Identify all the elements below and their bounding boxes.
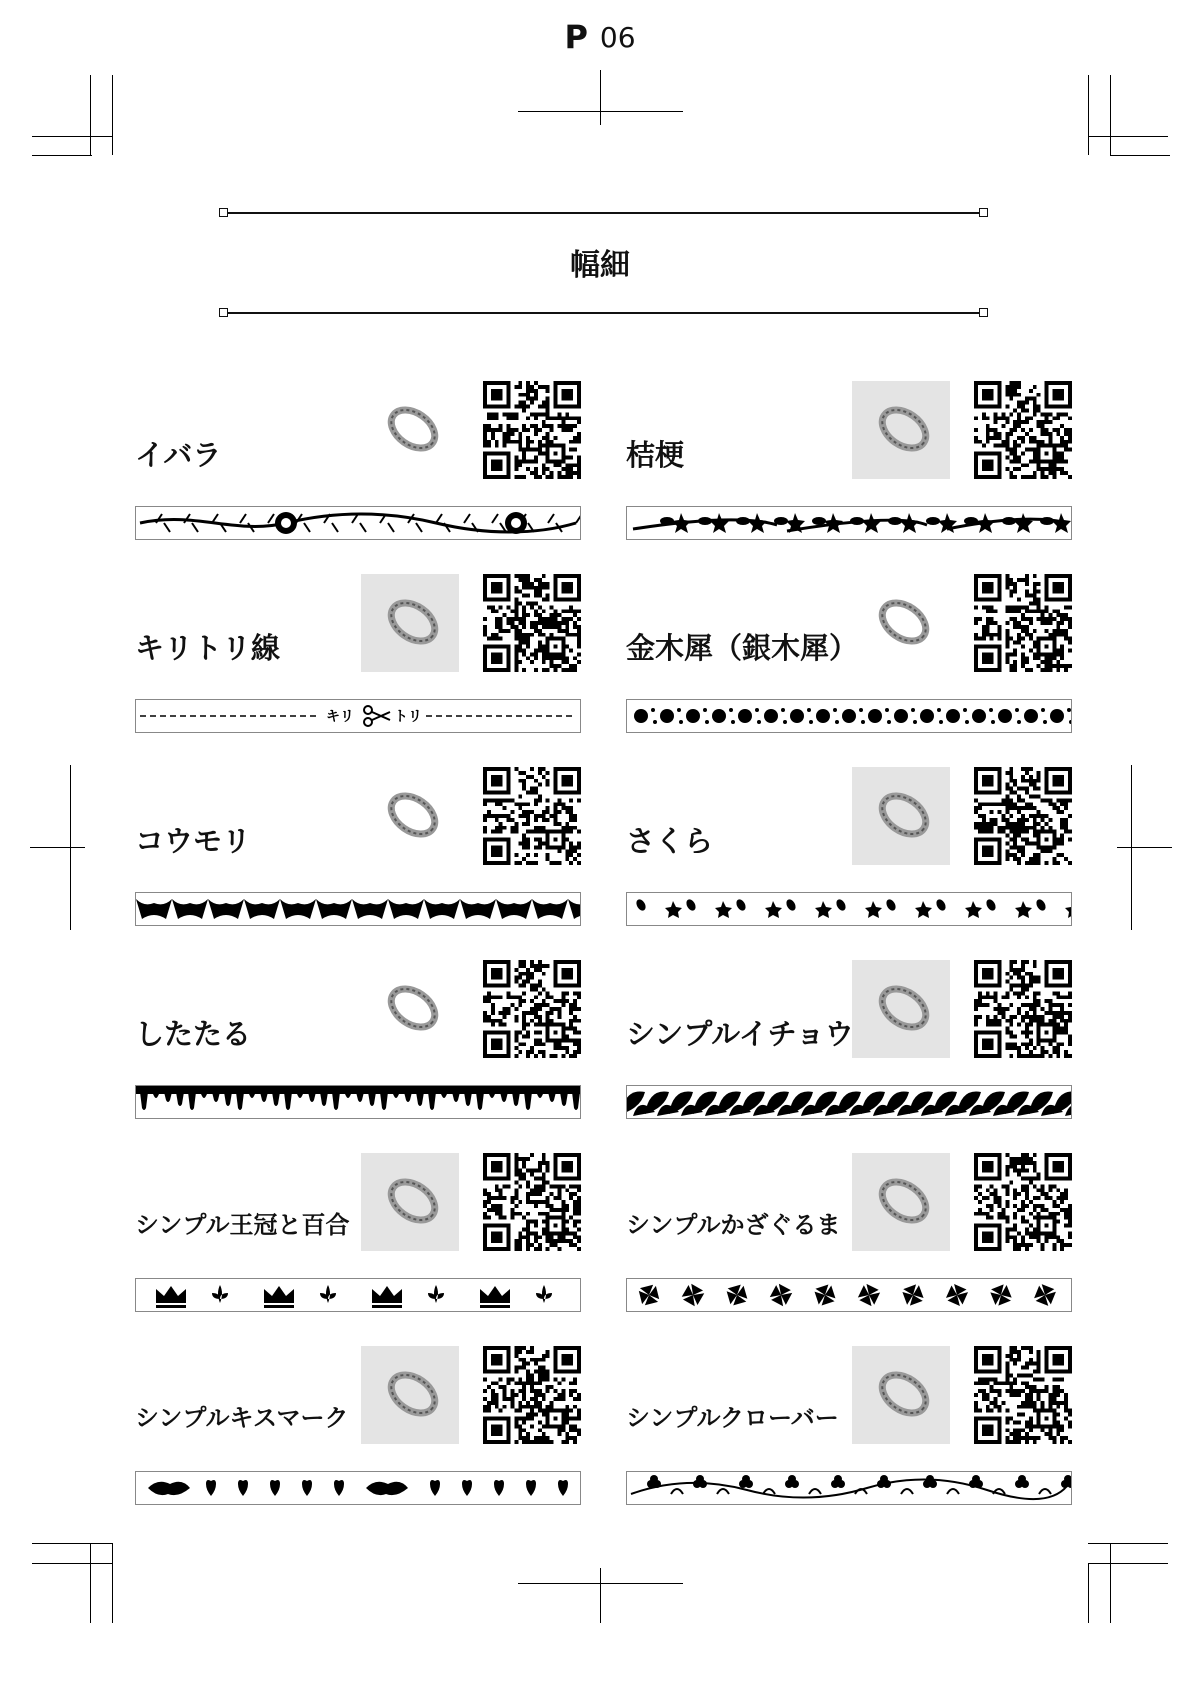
product-item bbox=[135, 381, 581, 551]
crop-mark bbox=[112, 75, 113, 155]
crop-mark bbox=[1088, 1563, 1168, 1564]
pattern-band bbox=[135, 506, 581, 540]
crop-mark bbox=[1088, 1563, 1089, 1623]
crop-mark bbox=[32, 1543, 112, 1544]
ring-photo bbox=[361, 1153, 459, 1251]
ring-photo bbox=[361, 574, 459, 672]
crop-mark bbox=[90, 75, 91, 155]
product-item bbox=[135, 767, 581, 937]
qr-code-icon[interactable] bbox=[483, 574, 581, 672]
crop-mark bbox=[600, 1568, 601, 1623]
product-name: キリトリ線 bbox=[135, 631, 281, 665]
svg-text:キリ: キリ bbox=[326, 709, 354, 725]
crop-mark bbox=[1110, 1543, 1111, 1623]
ring-photo bbox=[361, 1346, 459, 1444]
product-name: シンプルイチョウ bbox=[626, 1017, 854, 1051]
qr-code-icon[interactable] bbox=[974, 574, 1072, 672]
product-name: シンプルかざぐるま bbox=[626, 1210, 841, 1239]
page-number-value: 06 bbox=[599, 20, 636, 54]
crop-mark bbox=[30, 847, 85, 848]
crop-mark bbox=[600, 70, 601, 125]
svg-text:トリ: トリ bbox=[394, 709, 422, 725]
pattern-band bbox=[135, 1471, 581, 1505]
pattern-band bbox=[626, 506, 1072, 540]
crop-mark bbox=[1110, 155, 1170, 156]
crop-mark bbox=[1117, 847, 1172, 848]
crop-mark bbox=[518, 1583, 683, 1584]
pattern-band bbox=[135, 1085, 581, 1119]
product-name: コウモリ bbox=[135, 824, 252, 858]
qr-code-icon[interactable] bbox=[483, 1346, 581, 1444]
crop-mark bbox=[518, 111, 683, 112]
crop-mark bbox=[32, 155, 92, 156]
product-item bbox=[626, 1153, 1072, 1323]
product-item bbox=[626, 574, 1072, 744]
product-item bbox=[626, 960, 1072, 1130]
qr-code-icon[interactable] bbox=[483, 960, 581, 1058]
crop-mark bbox=[32, 136, 112, 137]
product-item bbox=[626, 381, 1072, 551]
crop-mark bbox=[112, 1543, 113, 1623]
pattern-band bbox=[626, 1471, 1072, 1505]
pattern-band bbox=[626, 699, 1072, 733]
ring-photo bbox=[852, 960, 950, 1058]
product-item bbox=[135, 574, 581, 744]
ring-photo bbox=[852, 1346, 950, 1444]
ring-photo bbox=[361, 767, 459, 865]
product-name: シンプルクローバー bbox=[626, 1403, 839, 1432]
crop-mark bbox=[1110, 75, 1111, 155]
title-rule-bottom bbox=[225, 312, 982, 314]
pattern-band bbox=[626, 1278, 1072, 1312]
ring-photo bbox=[852, 1153, 950, 1251]
ring-photo bbox=[852, 381, 950, 479]
crop-mark bbox=[32, 1563, 112, 1564]
page-label: P bbox=[564, 18, 588, 56]
product-item bbox=[626, 767, 1072, 937]
product-item bbox=[135, 1153, 581, 1323]
title-rule-top bbox=[225, 212, 982, 214]
product-name: さくら bbox=[626, 824, 714, 858]
product-item bbox=[135, 1346, 581, 1516]
product-name: したたる bbox=[135, 1017, 252, 1051]
page-number bbox=[0, 18, 1200, 56]
product-name: シンプル王冠と百合 bbox=[135, 1210, 350, 1239]
crop-mark bbox=[1088, 1543, 1168, 1544]
crop-mark bbox=[1088, 136, 1168, 137]
pattern-band bbox=[135, 699, 581, 733]
qr-code-icon[interactable] bbox=[483, 1153, 581, 1251]
ring-photo bbox=[852, 767, 950, 865]
ring-photo bbox=[361, 960, 459, 1058]
product-name: 桔梗 bbox=[626, 438, 685, 472]
page-title: 幅細 bbox=[570, 248, 630, 283]
product-item bbox=[135, 960, 581, 1130]
pattern-band bbox=[626, 892, 1072, 926]
qr-code-icon[interactable] bbox=[974, 767, 1072, 865]
ring-photo bbox=[361, 381, 459, 479]
product-name: イバラ bbox=[135, 438, 222, 472]
qr-code-icon[interactable] bbox=[483, 767, 581, 865]
crop-mark bbox=[1088, 75, 1089, 155]
crop-mark bbox=[90, 1543, 91, 1623]
product-name: シンプルキスマーク bbox=[135, 1403, 349, 1432]
product-name: 金木犀（銀木犀） bbox=[626, 631, 859, 665]
qr-code-icon[interactable] bbox=[974, 1346, 1072, 1444]
pattern-band bbox=[135, 892, 581, 926]
qr-code-icon[interactable] bbox=[974, 960, 1072, 1058]
pattern-band bbox=[135, 1278, 581, 1312]
qr-code-icon[interactable] bbox=[483, 381, 581, 479]
qr-code-icon[interactable] bbox=[974, 1153, 1072, 1251]
ring-photo bbox=[852, 574, 950, 672]
qr-code-icon[interactable] bbox=[974, 381, 1072, 479]
pattern-band bbox=[626, 1085, 1072, 1119]
product-item bbox=[626, 1346, 1072, 1516]
